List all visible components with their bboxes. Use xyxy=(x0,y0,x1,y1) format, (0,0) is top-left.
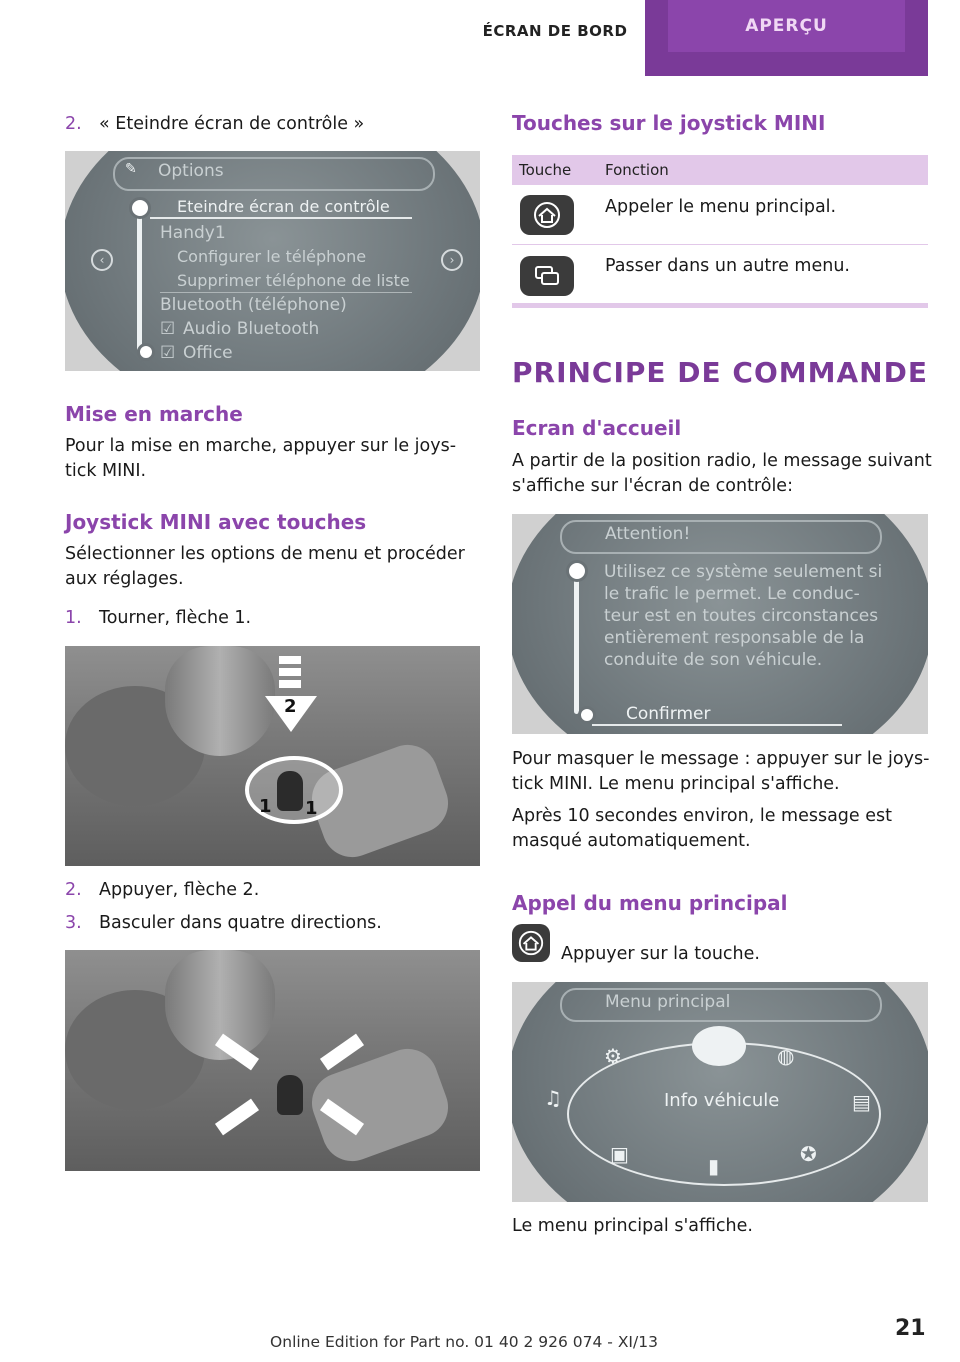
confirm-button[interactable]: Confirmer xyxy=(626,704,711,724)
globe-icon: ◍ xyxy=(777,1044,795,1068)
menu-item: Office xyxy=(183,343,233,363)
function-text: Appeler le menu principal. xyxy=(605,197,837,217)
paragraph: Après 10 secondes environ, le message est xyxy=(512,806,892,826)
heading-ecran-accueil: Ecran d'accueil xyxy=(512,416,682,440)
heading-touches: Touches sur le joystick MINI xyxy=(512,111,826,135)
arrow-label: 1 xyxy=(259,796,272,817)
home-icon xyxy=(512,924,550,962)
message-line: entièrement responsable de la xyxy=(604,628,865,648)
menu-item: Configurer le téléphone xyxy=(177,247,367,266)
paragraph: Appuyer sur la touche. xyxy=(561,944,760,964)
paragraph: masqué automatiquement. xyxy=(512,831,751,851)
paragraph: Le menu principal s'affiche. xyxy=(512,1216,753,1236)
back-arrow-icon: ‹ xyxy=(91,249,113,271)
radio-icon: ▣ xyxy=(610,1142,629,1166)
paragraph: Sélectionner les options de menu et procéder xyxy=(65,544,465,564)
arrow-label: 2 xyxy=(284,696,297,717)
table-row xyxy=(512,185,928,245)
list-number: 2. xyxy=(65,114,82,134)
joystick-photo-directions xyxy=(65,950,480,1171)
table-row xyxy=(512,244,928,304)
message-line: le trafic le permet. Le conduc- xyxy=(604,584,860,604)
main-menu-screenshot xyxy=(512,982,928,1202)
function-text: Passer dans un autre menu. xyxy=(605,256,850,276)
menu-item: Supprimer téléphone de liste xyxy=(177,271,410,290)
list-text: Tourner, flèche 1. xyxy=(99,608,252,628)
heading-mise-en-marche: Mise en marche xyxy=(65,402,243,426)
message-line: conduite de son véhicule. xyxy=(604,650,823,670)
gear-icon: ⚙ xyxy=(604,1044,622,1068)
list-item xyxy=(65,911,382,936)
attention-screenshot xyxy=(512,514,928,734)
menu-item: Audio Bluetooth xyxy=(183,319,320,339)
paragraph: Pour la mise en marche, appuyer sur le joys‐ xyxy=(65,436,457,456)
heading-joystick: Joystick MINI avec touches xyxy=(65,510,367,534)
menu-center-label: Info véhicule xyxy=(664,1090,780,1111)
options-screenshot xyxy=(65,151,480,371)
checkbox-icon: ☑ xyxy=(160,343,176,363)
compass-icon: ✪ xyxy=(800,1142,817,1166)
menu-item: Bluetooth (téléphone) xyxy=(160,295,347,315)
paragraph: aux réglages. xyxy=(65,569,184,589)
car-icon xyxy=(692,1026,746,1066)
switch-menu-icon xyxy=(520,256,574,296)
list-number: 1. xyxy=(65,608,82,628)
tab-apercu[interactable]: APERÇU xyxy=(668,0,905,52)
list-item xyxy=(65,606,252,631)
list-number: 2. xyxy=(65,880,82,900)
screen-title: Attention! xyxy=(605,524,691,544)
options-icon: ✎ xyxy=(125,161,137,177)
list-item xyxy=(65,112,365,137)
selected-item: Eteindre écran de contrôle xyxy=(177,197,390,216)
message-line: teur est en toutes circonstances xyxy=(604,606,879,626)
menu-item: Handy1 xyxy=(160,223,226,243)
paragraph: tick MINI. xyxy=(65,461,147,481)
forward-arrow-icon: › xyxy=(441,249,463,271)
column-header: Touche xyxy=(519,161,572,179)
page-number: 21 xyxy=(895,1316,926,1341)
screen-title: Menu principal xyxy=(605,992,731,1012)
column-header: Fonction xyxy=(605,161,669,179)
list-text: Appuyer, flèche 2. xyxy=(99,880,260,900)
music-icon: ♫ xyxy=(544,1086,562,1110)
arrow-label: 1 xyxy=(305,798,318,819)
book-icon: ▤ xyxy=(852,1090,871,1114)
footer-edition: Online Edition for Part no. 01 40 2 926 074 - XI/13 xyxy=(270,1333,658,1351)
home-icon xyxy=(520,195,574,235)
screen-title: Options xyxy=(158,161,224,181)
table-bottom-border xyxy=(512,303,928,308)
list-text: Basculer dans quatre directions. xyxy=(99,913,382,933)
section-title: ÉCRAN DE BORD xyxy=(482,22,628,40)
paragraph: s'affiche sur l'écran de contrôle: xyxy=(512,476,793,496)
phone-icon: ▮ xyxy=(708,1154,720,1178)
paragraph: Pour masquer le message : appuyer sur le joys‐ xyxy=(512,749,930,769)
checkbox-icon: ☑ xyxy=(160,319,176,339)
heading-principe: PRINCIPE DE COMMANDE xyxy=(512,356,928,389)
list-text: « Eteindre écran de contrôle » xyxy=(99,114,365,134)
paragraph: A partir de la position radio, le message suivant xyxy=(512,451,932,471)
list-number: 3. xyxy=(65,913,82,933)
paragraph: tick MINI. Le menu principal s'affiche. xyxy=(512,774,840,794)
message-line: Utilisez ce système seulement si xyxy=(604,562,883,582)
table-header xyxy=(512,155,928,185)
joystick-photo-rotate xyxy=(65,646,480,866)
list-item xyxy=(65,878,260,903)
heading-appel-menu: Appel du menu principal xyxy=(512,891,788,915)
